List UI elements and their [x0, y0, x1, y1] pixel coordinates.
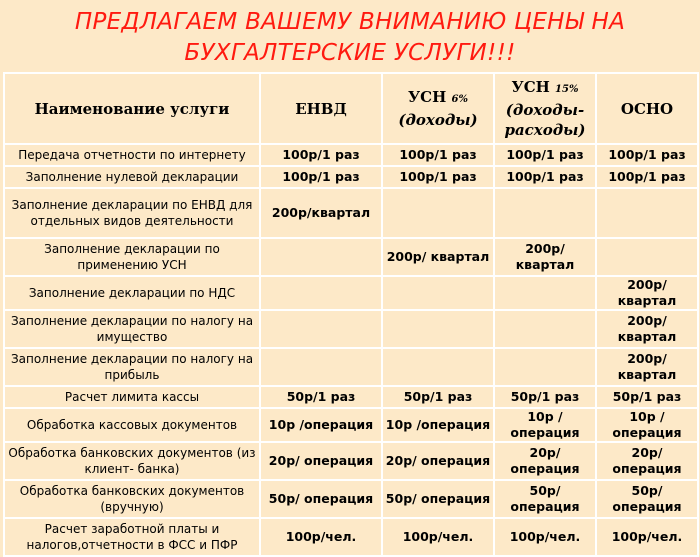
price-usn15 [494, 348, 596, 386]
price-envd: 100р/1 раз [260, 166, 382, 188]
price-osno: 100р/1 раз [596, 144, 698, 166]
service-name: Заполнение декларации по ЕНВД для отдельных видов деятельности [4, 188, 260, 238]
price-usn15: 10р /операция [494, 408, 596, 442]
price-usn15 [494, 276, 596, 310]
table-row [4, 480, 698, 518]
price-osno: 200р/ квартал [596, 348, 698, 386]
service-name: Расчет заработной платы и налогов,отчетности в ФСС и ПФР [4, 518, 260, 556]
table-row [4, 408, 698, 442]
price-envd [260, 276, 382, 310]
price-usn6: 200р/ квартал [382, 238, 494, 276]
price-usn6: 20р/ операция [382, 442, 494, 480]
table-row [4, 442, 698, 480]
price-usn6 [382, 310, 494, 348]
price-envd: 100р/чел. [260, 518, 382, 556]
service-name: Заполнение нулевой декларации [4, 166, 260, 188]
header-usn15-percent: 15% [555, 84, 579, 95]
header-osno: ОСНО [596, 73, 698, 144]
price-usn15 [494, 188, 596, 238]
price-envd: 50р/ операция [260, 480, 382, 518]
price-envd: 200р/квартал [260, 188, 382, 238]
price-envd [260, 238, 382, 276]
price-usn6 [382, 188, 494, 238]
service-name: Передача отчетности по интернету [4, 144, 260, 166]
service-name: Обработка кассовых документов [4, 408, 260, 442]
price-osno [596, 238, 698, 276]
table-row [4, 144, 698, 166]
table-row [4, 518, 698, 556]
service-name: Заполнение декларации по НДС [4, 276, 260, 310]
price-osno: 50р/ операция [596, 480, 698, 518]
header-envd: ЕНВД [260, 73, 382, 144]
price-envd: 20р/ операция [260, 442, 382, 480]
header-usn15-main: УСН [511, 78, 550, 96]
price-table [3, 72, 699, 557]
price-usn6: 100р/чел. [382, 518, 494, 556]
service-name: Обработка банковских документов (из клиент- банка) [4, 442, 260, 480]
price-osno: 200р/ квартал [596, 276, 698, 310]
header-usn6-sub: (доходы) [398, 111, 478, 129]
table-header-row [4, 73, 698, 144]
header-usn6 [382, 73, 494, 144]
table-row [4, 188, 698, 238]
price-usn15: 200р/ квартал [494, 238, 596, 276]
price-osno: 10р /операция [596, 408, 698, 442]
price-envd: 50р/1 раз [260, 386, 382, 408]
header-usn6-main: УСН [408, 88, 447, 106]
price-usn15 [494, 310, 596, 348]
table-row [4, 348, 698, 386]
service-name: Расчет лимита кассы [4, 386, 260, 408]
title-line-1: ПРЕДЛАГАЕМ ВАШЕМУ ВНИМАНИЮ ЦЕНЫ НА [74, 9, 626, 35]
table-row [4, 310, 698, 348]
header-service: Наименование услуги [4, 73, 260, 144]
price-osno [596, 188, 698, 238]
price-usn6: 50р/ операция [382, 480, 494, 518]
price-envd: 100р/1 раз [260, 144, 382, 166]
price-osno: 100р/чел. [596, 518, 698, 556]
table-row [4, 238, 698, 276]
table-row [4, 386, 698, 408]
price-usn15: 100р/чел. [494, 518, 596, 556]
price-usn6: 10р /операция [382, 408, 494, 442]
header-usn15-sub: (доходы-расходы) [504, 101, 586, 139]
service-name: Заполнение декларации по применению УСН [4, 238, 260, 276]
header-usn6-percent: 6% [451, 94, 468, 105]
service-name: Заполнение декларации по налогу на прибыль [4, 348, 260, 386]
price-osno: 50р/1 раз [596, 386, 698, 408]
service-name: Обработка банковских документов (вручную) [4, 480, 260, 518]
price-usn15: 50р/1 раз [494, 386, 596, 408]
price-osno: 100р/1 раз [596, 166, 698, 188]
table-row [4, 276, 698, 310]
service-name: Заполнение декларации по налогу на имущество [4, 310, 260, 348]
price-usn6 [382, 276, 494, 310]
table-row [4, 166, 698, 188]
price-envd [260, 310, 382, 348]
price-usn6: 100р/1 раз [382, 166, 494, 188]
price-usn15: 20р/ операция [494, 442, 596, 480]
price-osno: 20р/ операция [596, 442, 698, 480]
price-usn15: 100р/1 раз [494, 144, 596, 166]
price-usn6 [382, 348, 494, 386]
price-usn6: 50р/1 раз [382, 386, 494, 408]
price-usn15: 100р/1 раз [494, 166, 596, 188]
price-envd: 10р /операция [260, 408, 382, 442]
title-line-2: БУХГАЛТЕРСКИЕ УСЛУГИ!!! [184, 40, 516, 66]
price-usn15: 50р/ операция [494, 480, 596, 518]
price-envd [260, 348, 382, 386]
header-usn15 [494, 73, 596, 144]
price-usn6: 100р/1 раз [382, 144, 494, 166]
price-osno: 200р/ квартал [596, 310, 698, 348]
